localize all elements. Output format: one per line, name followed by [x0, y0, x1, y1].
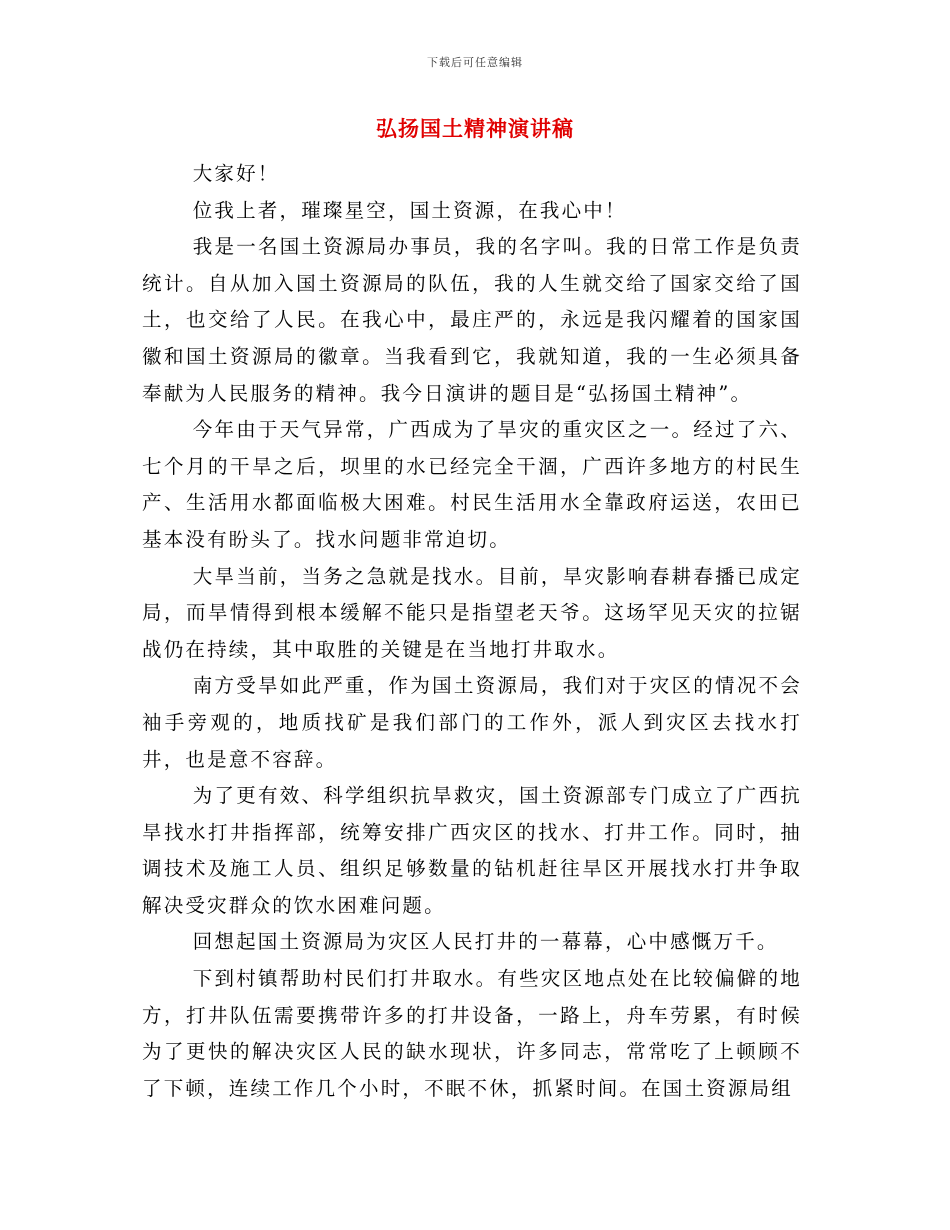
paragraph-greeting: 大家好！ [192, 162, 280, 185]
header-note: 下载后可任意编辑 [427, 56, 523, 69]
paragraph: 为了更有效、科学组织抗旱救灾，国土资源部专门成立了广西抗旱找水打井指挥部，统筹安排广西灾区的找水、打井工作。同时，抽调技术及施工人员、组织足够数量的钻机赶往旱区开展找水打井争取解决受灾群众的饮水困难问题。 [142, 784, 802, 917]
paragraph: 下到村镇帮助村民们打井取水。有些灾区地点处在比较偏僻的地方，打井队伍需要携带许多的打井设备，一路上，舟车劳累，有时候为了更快的解决灾区人民的缺水现状，许多同志，常常吃了上顿顾不了下顿，连续工作几个小时，不眠不休，抓紧时间。在国土资源局组 [142, 967, 802, 1100]
paragraph: 位我上者，璀璨星空，国土资源，在我心中！ [192, 198, 627, 222]
document-body [142, 156, 802, 1107]
paragraph: 我是一名国土资源局办事员，我的名字叫。我的日常工作是负责统计。自从加入国土资源局的队伍，我的人生就交给了国家交给了国土，也交给了人民。在我心中，最庄严的，永远是我闪耀着的国家国徽和国土资源局的徽章。当我看到它，我就知道，我的一生必须具备奉献为人民服务的精神。我今日演讲的题目是“弘扬国土精神”。 [142, 235, 802, 405]
paragraph: 今年由于天气异常，广西成为了旱灾的重灾区之一。经过了六、七个月的干旱之后，坝里的水已经完全干涸，广西许多地方的村民生产、生活用水都面临极大困难。村民生活用水全靠政府运送，农田已基本没有盼头了。找水问题非常迫切。 [142, 418, 802, 551]
document-title: 弘扬国土精神演讲稿 [376, 116, 574, 141]
paragraph: 大旱当前，当务之急就是找水。目前，旱灾影响春耕春播已成定局，而旱情得到根本缓解不能只是指望老天爷。这场罕见天灾的拉锯战仍在持续，其中取胜的关键是在当地打井取水。 [142, 564, 802, 661]
paragraph: 南方受旱如此严重，作为国土资源局，我们对于灾区的情况不会袖手旁观的，地质找矿是我们部门的工作外，派人到灾区去找水打井，也是意不容辞。 [142, 674, 802, 771]
paragraph: 回想起国土资源局为灾区人民打井的一幕幕，心中感慨万千。 [192, 930, 779, 954]
